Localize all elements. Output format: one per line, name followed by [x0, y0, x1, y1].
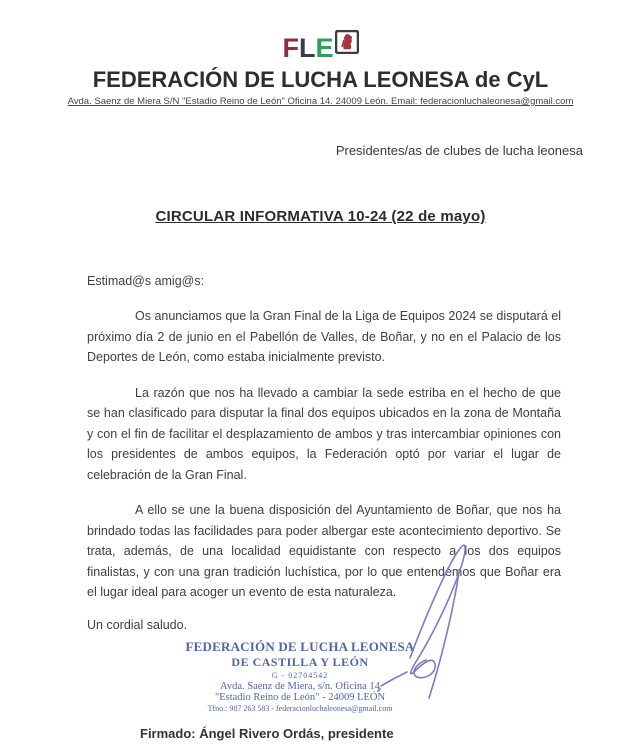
paragraph-1: Os anunciamos que la Gran Final de la Liga de Equipos 2024 se disputará el próximo día 2 de junio en el Pabellón de Valles, de Boñar, y no en el Palacio de los Deportes de León, como estaba inicialmente previsto. — [87, 309, 561, 364]
recipient-line: Presidentes/as de clubes de lucha leonesa — [335, 143, 583, 158]
organization-title: FEDERACIÓN DE LUCHA LEONESA de CyL — [92, 67, 549, 92]
handwritten-signature-icon — [376, 540, 491, 710]
logo-letters — [282, 30, 358, 65]
paragraph-3: A ello se une la buena disposición del Ayuntamiento de Boñar, que nos ha brindado todas las facilidades para poder albergar este acontecimiento deportivo. Se trata, además, de una localidad equidistante con respecto a los dos equipos finalistas, y con una gran tradición luchística, por lo que entendemos que Boñar era el lugar ideal para acoger un evento de esta naturaleza. — [87, 503, 561, 599]
paragraph-2: La razón que nos ha llevado a cambiar la sede estriba en el hecho de que se han clasificado para disputar la final dos equipos ubicados en la zona de Montaña y con el fin de facilitar el desplazamiento de ambos y tras intercambiar opiniones con los presidentes de ambos equipos, la Federación optó por variar el lugar de celebración de la Gran Final. — [87, 385, 561, 482]
signed-by-line: Firmado: Ángel Rivero Ordás, presidente — [140, 725, 394, 741]
logo-letter-e: E — [315, 32, 333, 63]
lion-shield-icon — [335, 30, 359, 65]
federation-logo — [0, 30, 641, 62]
heading-wrap — [0, 208, 641, 226]
stamp-line-3: G - 02704542 — [271, 670, 329, 680]
stamp-line-5: "Estadio Reino de León" - 24009 LEÓN — [214, 691, 386, 703]
circular-heading: CIRCULAR INFORMATIVA 10-24 (22 de mayo) — [155, 208, 486, 225]
address-text: Avda. Saenz de Miera S/N "Estadio Reino de León" Oficina 14. 24009 León. Email: federacionluchaleonesa@gmail.com — [67, 96, 574, 107]
logo-letter-f: F — [282, 32, 298, 63]
closing-line: Un cordial saludo. — [87, 617, 188, 632]
organization-address — [0, 96, 641, 107]
stamp-line-4: Avda. Saenz de Miera, s/n. Oficina 14 — [220, 680, 380, 692]
stamp-line-1: FEDERACIÓN DE LUCHA LEONESA — [185, 638, 415, 654]
stamp-line-6: Tfno.: 987 263 583 - federacionluchaleonesa@gmail.com — [207, 703, 393, 713]
salutation: Estimad@s amig@s: — [87, 274, 205, 288]
stamp-line-2: DE CASTILLA Y LEÓN — [231, 654, 369, 669]
logo-letter-l: L — [298, 32, 315, 63]
